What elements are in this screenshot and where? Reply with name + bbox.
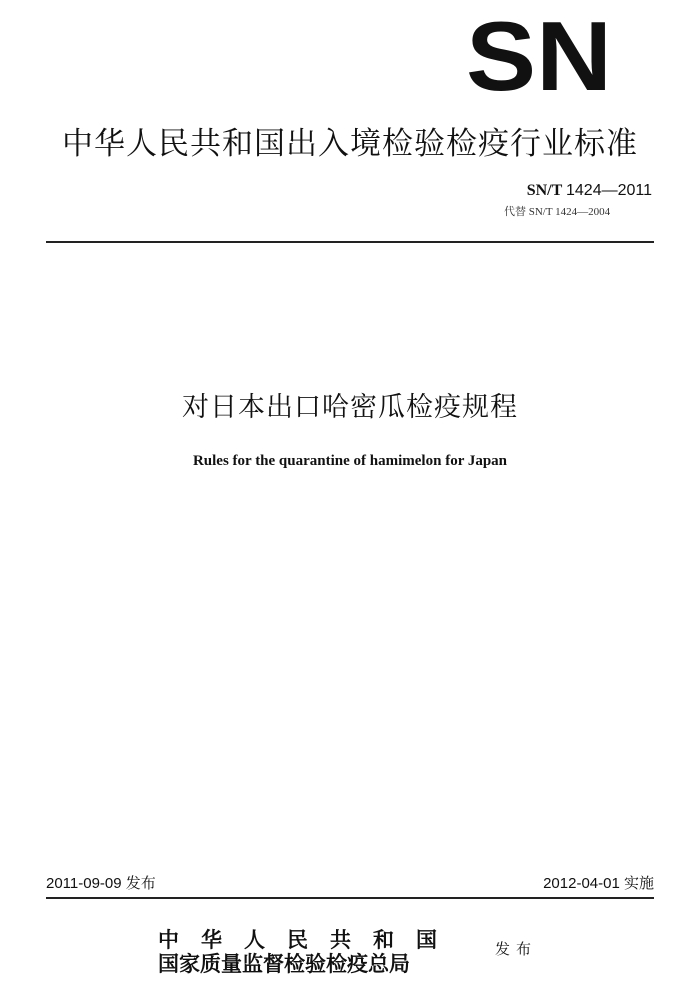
top-divider	[46, 241, 654, 243]
issue-date: 2011-09-09 发布	[46, 875, 156, 892]
standard-code-number: 1424—2011	[566, 182, 652, 199]
sn-logo	[466, 18, 612, 98]
issue-word: 发布	[495, 940, 538, 958]
issuer-line-1: 中华人民共和国	[158, 927, 459, 952]
implementation-date: 2012-04-01 实施	[543, 875, 654, 892]
logo-text: SN	[466, 18, 612, 98]
standard-code-prefix: SN/T	[526, 182, 562, 199]
bottom-divider	[46, 897, 654, 899]
issuer-line-2: 国家质量监督检验检疫总局	[158, 951, 410, 976]
standard-code	[527, 182, 652, 200]
replaces-note: 代替 SN/T 1424—2004	[504, 206, 611, 218]
org-title: 中华人民共和国出入境检验检疫行业标准	[62, 126, 638, 162]
document-title-en: Rules for the quarantine of hamimelon for Japan	[192, 453, 508, 469]
document-title-cn: 对日本出口哈密瓜检疫规程	[182, 392, 518, 423]
